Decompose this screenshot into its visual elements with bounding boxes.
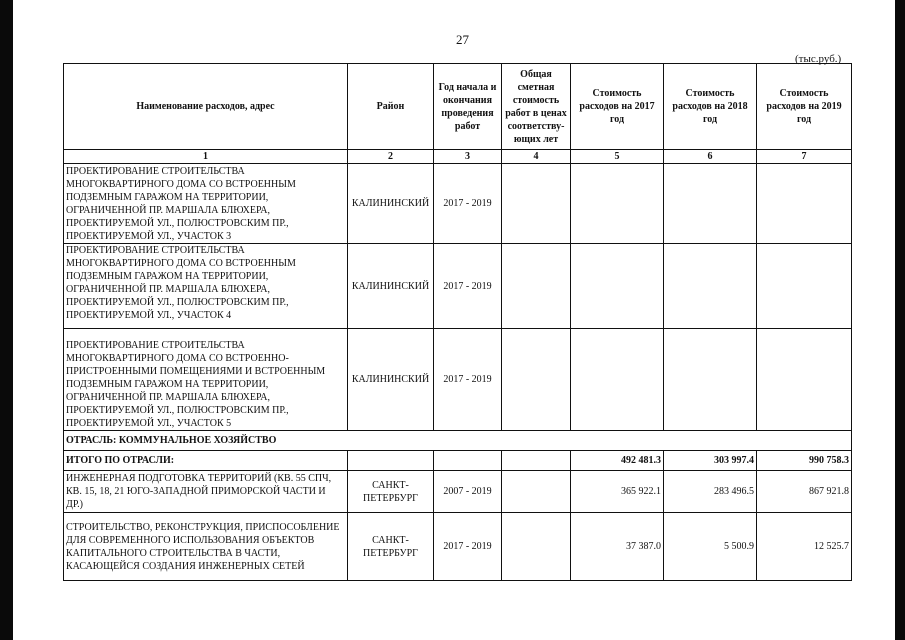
row-estimate	[502, 164, 571, 244]
row-cost-2019: 867 921.8	[757, 471, 852, 513]
row-period: 2017 - 2019	[434, 329, 502, 431]
row-cost-2019	[757, 329, 852, 431]
row-cost-2018: 283 496.5	[664, 471, 757, 513]
row-cost-2018	[664, 329, 757, 431]
row-period: 2017 - 2019	[434, 513, 502, 581]
row-cost-2018: 5 500.9	[664, 513, 757, 581]
row-estimate	[502, 329, 571, 431]
section-title: ОТРАСЛЬ: КОММУНАЛЬНОЕ ХОЗЯЙСТВО	[64, 431, 852, 451]
table-row	[64, 244, 852, 329]
row-cost-2019	[757, 244, 852, 329]
total-estimate	[502, 451, 571, 471]
column-number: 3	[434, 150, 502, 164]
table-row	[64, 329, 852, 431]
header-row	[64, 64, 852, 150]
total-period	[434, 451, 502, 471]
units-label: (тыс.руб.)	[795, 53, 842, 65]
header-name: Наименование расходов, адрес	[64, 64, 348, 150]
expenses-table	[63, 63, 852, 581]
row-estimate	[502, 244, 571, 329]
row-cost-2019: 12 525.7	[757, 513, 852, 581]
page-number: 27	[456, 32, 469, 47]
row-name: ПРОЕКТИРОВАНИЕ СТРОИТЕЛЬСТВА МНОГОКВАРТИРНОГО ДОМА СО ВСТРОЕННО-ПРИСТРОЕННЫМИ ПОМЕЩЕНИЯМИ И ВСТРОЕННЫМ ПОДЗЕМНЫМ ГАРАЖОМ НА ТЕРРИТОРИИ, ОГРАНИЧЕННОЙ ПР. МАРШАЛА БЛЮХЕРА, ПРОЕКТИРУЕМОЙ УЛ., ПОЛЮСТРОВСКИМ ПР., ПРОЕКТИРУЕМОЙ УЛ., УЧАСТОК 5	[64, 329, 348, 431]
row-district: САНКТ-ПЕТЕРБУРГ	[348, 513, 434, 581]
row-cost-2018	[664, 164, 757, 244]
row-name: ИНЖЕНЕРНАЯ ПОДГОТОВКА ТЕРРИТОРИЙ (КВ. 55 СПЧ, КВ. 15, 18, 21 ЮГО-ЗАПАДНОЙ ПРИМОРСКОЙ ЧАСТИ И ДР.)	[64, 471, 348, 513]
column-number: 1	[64, 150, 348, 164]
row-district: КАЛИНИНСКИЙ	[348, 244, 434, 329]
row-district: САНКТ-ПЕТЕРБУРГ	[348, 471, 434, 513]
header-cost-2018: Стоимость расходов на 2018 год	[664, 64, 757, 150]
column-number: 7	[757, 150, 852, 164]
row-district: КАЛИНИНСКИЙ	[348, 164, 434, 244]
row-cost-2017: 365 922.1	[571, 471, 664, 513]
column-number: 2	[348, 150, 434, 164]
total-row	[64, 451, 852, 471]
row-name: ПРОЕКТИРОВАНИЕ СТРОИТЕЛЬСТВА МНОГОКВАРТИРНОГО ДОМА СО ВСТРОЕННЫМ ПОДЗЕМНЫМ ГАРАЖОМ НА ТЕРРИТОРИИ, ОГРАНИЧЕННОЙ ПР. МАРШАЛА БЛЮХЕРА, ПРОЕКТИРУЕМОЙ УЛ., ПОЛЮСТРОВСКИМ ПР., ПРОЕКТИРУЕМОЙ УЛ., УЧАСТОК 3	[64, 164, 348, 244]
row-period: 2017 - 2019	[434, 244, 502, 329]
header-cost-2019: Стоимость расходов на 2019 год	[757, 64, 852, 150]
header-cost-2017: Стоимость расходов на 2017 год	[571, 64, 664, 150]
row-estimate	[502, 471, 571, 513]
scan-border-left	[0, 0, 13, 640]
row-period: 2017 - 2019	[434, 164, 502, 244]
table-row	[64, 513, 852, 581]
row-cost-2017	[571, 329, 664, 431]
scan-border-right	[895, 0, 905, 640]
row-cost-2017	[571, 164, 664, 244]
table-row	[64, 471, 852, 513]
row-estimate	[502, 513, 571, 581]
row-period: 2007 - 2019	[434, 471, 502, 513]
row-cost-2018	[664, 244, 757, 329]
total-cost-2019: 990 758.3	[757, 451, 852, 471]
table-row	[64, 164, 852, 244]
total-cost-2017: 492 481.3	[571, 451, 664, 471]
column-number: 5	[571, 150, 664, 164]
header-period: Год начала и окончания проведения работ	[434, 64, 502, 150]
total-cost-2018: 303 997.4	[664, 451, 757, 471]
row-district: КАЛИНИНСКИЙ	[348, 329, 434, 431]
row-cost-2019	[757, 164, 852, 244]
total-district	[348, 451, 434, 471]
row-name: СТРОИТЕЛЬСТВО, РЕКОНСТРУКЦИЯ, ПРИСПОСОБЛЕНИЕ ДЛЯ СОВРЕМЕННОГО ИСПОЛЬЗОВАНИЯ ОБЪЕКТОВ КАПИТАЛЬНОГО СТРОИТЕЛЬСТВА В ЧАСТИ, КАСАЮЩЕЙСЯ СОЗДАНИЯ ИНЖЕНЕРНЫХ СЕТЕЙ	[64, 513, 348, 581]
row-cost-2017	[571, 244, 664, 329]
total-label: ИТОГО ПО ОТРАСЛИ:	[64, 451, 348, 471]
row-cost-2017: 37 387.0	[571, 513, 664, 581]
column-number: 6	[664, 150, 757, 164]
header-estimate: Общая сметная стоимость работ в ценах соответству-ющих лет	[502, 64, 571, 150]
section-row	[64, 431, 852, 451]
header-district: Район	[348, 64, 434, 150]
column-number-row	[64, 150, 852, 164]
row-name: ПРОЕКТИРОВАНИЕ СТРОИТЕЛЬСТВА МНОГОКВАРТИРНОГО ДОМА СО ВСТРОЕННЫМ ПОДЗЕМНЫМ ГАРАЖОМ НА ТЕРРИТОРИИ, ОГРАНИЧЕННОЙ ПР. МАРШАЛА БЛЮХЕРА, ПРОЕКТИРУЕМОЙ УЛ., ПОЛЮСТРОВСКИМ ПР., ПРОЕКТИРУЕМОЙ УЛ., УЧАСТОК 4	[64, 244, 348, 329]
column-number: 4	[502, 150, 571, 164]
